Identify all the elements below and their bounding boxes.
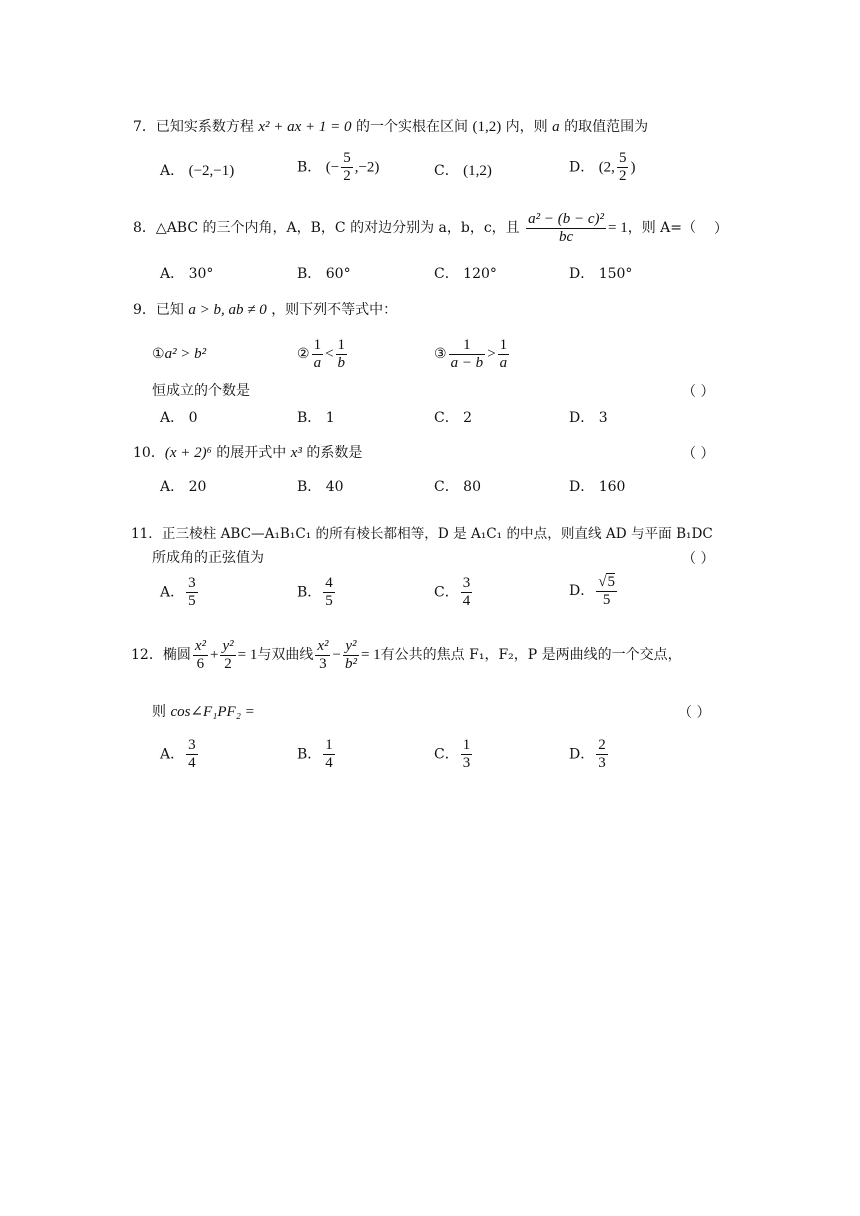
q7-equation: x² + ax + 1 = 0 bbox=[258, 119, 352, 135]
q12-text2: 与双曲线 bbox=[257, 647, 314, 663]
q8-option-a[interactable] bbox=[160, 263, 213, 283]
q12-text3: 有公共的焦点 F₁，F₂，P 是两曲线的一个交点， bbox=[380, 647, 682, 663]
q9-stem bbox=[133, 300, 397, 320]
q11-option-c[interactable] bbox=[434, 575, 474, 610]
q11-answer-paren[interactable]: （ ） bbox=[682, 551, 715, 567]
q9-text3: 恒成立的个数是 bbox=[152, 383, 250, 399]
option-value: 1 bbox=[325, 410, 335, 426]
q7-interval: (1,2) bbox=[472, 119, 502, 135]
q11-number: 11． bbox=[131, 526, 162, 542]
q8-option-d[interactable] bbox=[569, 263, 632, 283]
q12-option-c[interactable] bbox=[434, 737, 474, 772]
item-fraction: $\frac{1}{b}$ bbox=[337, 336, 346, 371]
option-label: B． bbox=[297, 410, 322, 426]
q7-number: 7． bbox=[133, 119, 156, 135]
hyperbola-eq-tail: = 1 bbox=[360, 647, 381, 663]
q10-text2: 的系数是 bbox=[306, 445, 363, 461]
option-label: B． bbox=[297, 584, 322, 601]
q9-option-c[interactable] bbox=[434, 407, 472, 427]
q12-option-a[interactable] bbox=[160, 737, 200, 772]
q7-option-b[interactable] bbox=[297, 150, 379, 185]
option-value: (2, bbox=[598, 159, 615, 176]
option-value: 3 bbox=[598, 410, 608, 426]
q10-stem bbox=[133, 443, 362, 463]
option-value: (−2,−1) bbox=[188, 163, 235, 179]
option-label: D． bbox=[569, 583, 595, 599]
option-value-tail: ) bbox=[630, 159, 636, 176]
q10-text1: 的展开式中 bbox=[216, 445, 287, 461]
q9-answer-paren[interactable]: （ ） bbox=[682, 384, 715, 400]
option-value-tail: ,−2) bbox=[354, 159, 380, 176]
item-fraction: $\frac{1}{a}$ bbox=[499, 336, 508, 371]
q10-term: x³ bbox=[290, 445, 302, 461]
option-label: D． bbox=[569, 159, 595, 176]
option-fraction: $\frac{3}{4}$ bbox=[462, 575, 471, 609]
q9-item-2 bbox=[297, 334, 349, 374]
q12-number: 12． bbox=[131, 647, 163, 663]
option-label: B． bbox=[297, 159, 322, 176]
q8-text2: ，则 A=（ bbox=[627, 220, 697, 236]
option-value: (− bbox=[325, 159, 340, 176]
option-value: 80 bbox=[463, 479, 481, 495]
option-fraction: $\frac{√5}{5}$ bbox=[598, 574, 615, 608]
q7-option-d[interactable] bbox=[569, 150, 635, 185]
hyperbola-operator: − bbox=[332, 647, 341, 663]
q12-text4: 则 bbox=[152, 704, 166, 720]
q8-option-c[interactable] bbox=[434, 263, 497, 283]
option-fraction: $\frac{3}{4}$ bbox=[188, 737, 196, 771]
option-value: 30° bbox=[188, 266, 214, 282]
option-value: 60° bbox=[325, 266, 351, 282]
ellipse-term-1: $\frac{\text{x²}}{6}$ bbox=[194, 637, 206, 672]
option-label: A． bbox=[160, 746, 185, 763]
option-label: C． bbox=[434, 410, 459, 426]
q11-option-a[interactable] bbox=[160, 575, 200, 610]
option-fraction: $\frac{1}{4}$ bbox=[325, 737, 333, 771]
q9-number: 9． bbox=[133, 302, 156, 318]
q11-text1: 正三棱柱 ABC—A₁B₁C₁ 的所有棱长都相等，D 是 A₁C₁ 的中点，则直线 AD 与平面 B₁DC bbox=[161, 526, 713, 542]
option-label: C． bbox=[434, 479, 459, 495]
option-fraction: $\frac{2}{3}$ bbox=[598, 737, 606, 771]
q12-question bbox=[152, 702, 255, 722]
option-label: A． bbox=[160, 163, 185, 179]
option-value: 0 bbox=[188, 410, 198, 426]
q12-text1: 椭圆 bbox=[162, 647, 191, 663]
q7-stem bbox=[133, 117, 648, 137]
q7-option-a[interactable] bbox=[160, 160, 234, 180]
q12-cos-expression: cos∠F₁PF₂ = bbox=[170, 704, 255, 720]
q8-number: 8． bbox=[133, 220, 156, 236]
hyperbola-term-1: $\frac{\text{x²}}{3}$ bbox=[317, 637, 329, 672]
q9-item-3 bbox=[434, 334, 511, 374]
option-label: B． bbox=[297, 479, 322, 495]
q10-number: 10． bbox=[133, 445, 165, 461]
item-fraction: $\frac{1}{a}$ bbox=[313, 336, 322, 371]
option-label: D． bbox=[569, 410, 595, 426]
option-value: 120° bbox=[463, 266, 497, 282]
item-operator: > bbox=[487, 346, 496, 362]
option-label: D． bbox=[569, 479, 595, 495]
q10-answer-paren[interactable]: （ ） bbox=[682, 446, 715, 462]
option-value: 160 bbox=[598, 479, 626, 495]
q9-text1: 已知 bbox=[155, 302, 184, 318]
item-marker: ③ bbox=[434, 346, 447, 362]
option-label: B． bbox=[297, 746, 322, 763]
option-value: 20 bbox=[188, 479, 207, 495]
q8-text1: △ABC 的三个内角，A，B，C 的对边分别为 a，b，c，且 bbox=[155, 220, 520, 236]
q11-option-d[interactable] bbox=[569, 573, 619, 609]
q11-stem bbox=[131, 524, 713, 544]
q9-option-b[interactable] bbox=[297, 407, 335, 427]
item-operator: < bbox=[325, 346, 334, 362]
ellipse-eq-tail: = 1 bbox=[237, 647, 258, 663]
q7-text1: 已知实系数方程 bbox=[155, 119, 254, 135]
q9-condition: a > b, ab ≠ 0 bbox=[188, 302, 267, 318]
option-label: B． bbox=[297, 266, 322, 282]
option-value: 150° bbox=[598, 266, 633, 282]
option-label: D． bbox=[569, 266, 595, 282]
q9-option-d[interactable] bbox=[569, 407, 608, 427]
option-fraction: $\frac{5}{2}$ bbox=[618, 150, 627, 184]
option-value: 2 bbox=[463, 410, 473, 426]
option-fraction: $\frac{3}{5}$ bbox=[188, 575, 196, 609]
q7-text4: 的取值范围为 bbox=[564, 119, 649, 135]
item-marker: ② bbox=[297, 346, 310, 362]
option-fraction: $\frac{5}{2}$ bbox=[343, 150, 351, 184]
q10-option-c[interactable] bbox=[434, 476, 481, 496]
q10-option-b[interactable] bbox=[297, 476, 344, 496]
item-fraction: $\frac{1}{a - b}$ bbox=[450, 336, 484, 371]
q11-text2: 所成角的正弦值为 bbox=[152, 550, 264, 566]
q10-option-a[interactable] bbox=[160, 476, 206, 496]
hyperbola-term-2: $\frac{\text{y²}}{\text{b²}}$ bbox=[344, 637, 357, 672]
option-label: C． bbox=[434, 266, 459, 282]
q9-item-1 bbox=[152, 336, 206, 372]
option-value: (1,2) bbox=[463, 163, 492, 179]
q12-option-d[interactable] bbox=[569, 737, 610, 772]
option-label: A． bbox=[160, 479, 185, 495]
q8-answer-paren-close: ） bbox=[714, 221, 728, 237]
option-value: 40 bbox=[325, 479, 344, 495]
ellipse-operator: + bbox=[209, 647, 219, 663]
q8-stem bbox=[133, 208, 696, 248]
q10-expression: (x + 2)⁶ bbox=[164, 445, 212, 461]
option-label: A． bbox=[160, 584, 185, 601]
q12-answer-paren[interactable]: （ ） bbox=[678, 705, 711, 721]
option-label: C． bbox=[434, 163, 459, 179]
q9-text2: ，则下列不等式中： bbox=[271, 302, 398, 318]
q9-option-a[interactable] bbox=[160, 407, 198, 427]
q8-option-b[interactable] bbox=[297, 263, 351, 283]
option-label: D． bbox=[569, 746, 595, 763]
option-label: C． bbox=[434, 746, 459, 763]
ellipse-term-2: $\frac{\text{y²}}{2}$ bbox=[222, 637, 234, 672]
q12-stem bbox=[131, 632, 682, 678]
option-label: A． bbox=[160, 266, 185, 282]
item-expression: a² > b² bbox=[164, 346, 207, 362]
q12-option-b[interactable] bbox=[297, 737, 337, 772]
q7-var: a bbox=[552, 119, 560, 135]
q7-text3: 内，则 bbox=[505, 119, 548, 135]
option-fraction: $\frac{4}{5}$ bbox=[325, 575, 333, 609]
option-label: A． bbox=[160, 410, 185, 426]
sqrt-icon: √ bbox=[598, 574, 607, 590]
q10-option-d[interactable] bbox=[569, 476, 625, 496]
option-fraction: $\frac{1}{3}$ bbox=[462, 737, 471, 771]
option-label: C． bbox=[434, 584, 459, 601]
q8-eq-tail: = 1 bbox=[608, 220, 628, 236]
q8-fraction: $\frac{\text{a² − (b − c)²}}{bc}$ bbox=[528, 210, 605, 245]
item-marker: ① bbox=[152, 346, 165, 362]
q7-text2: 的一个实根在区间 bbox=[356, 119, 469, 135]
q11-option-b[interactable] bbox=[297, 575, 337, 610]
q7-option-c[interactable] bbox=[434, 160, 492, 180]
